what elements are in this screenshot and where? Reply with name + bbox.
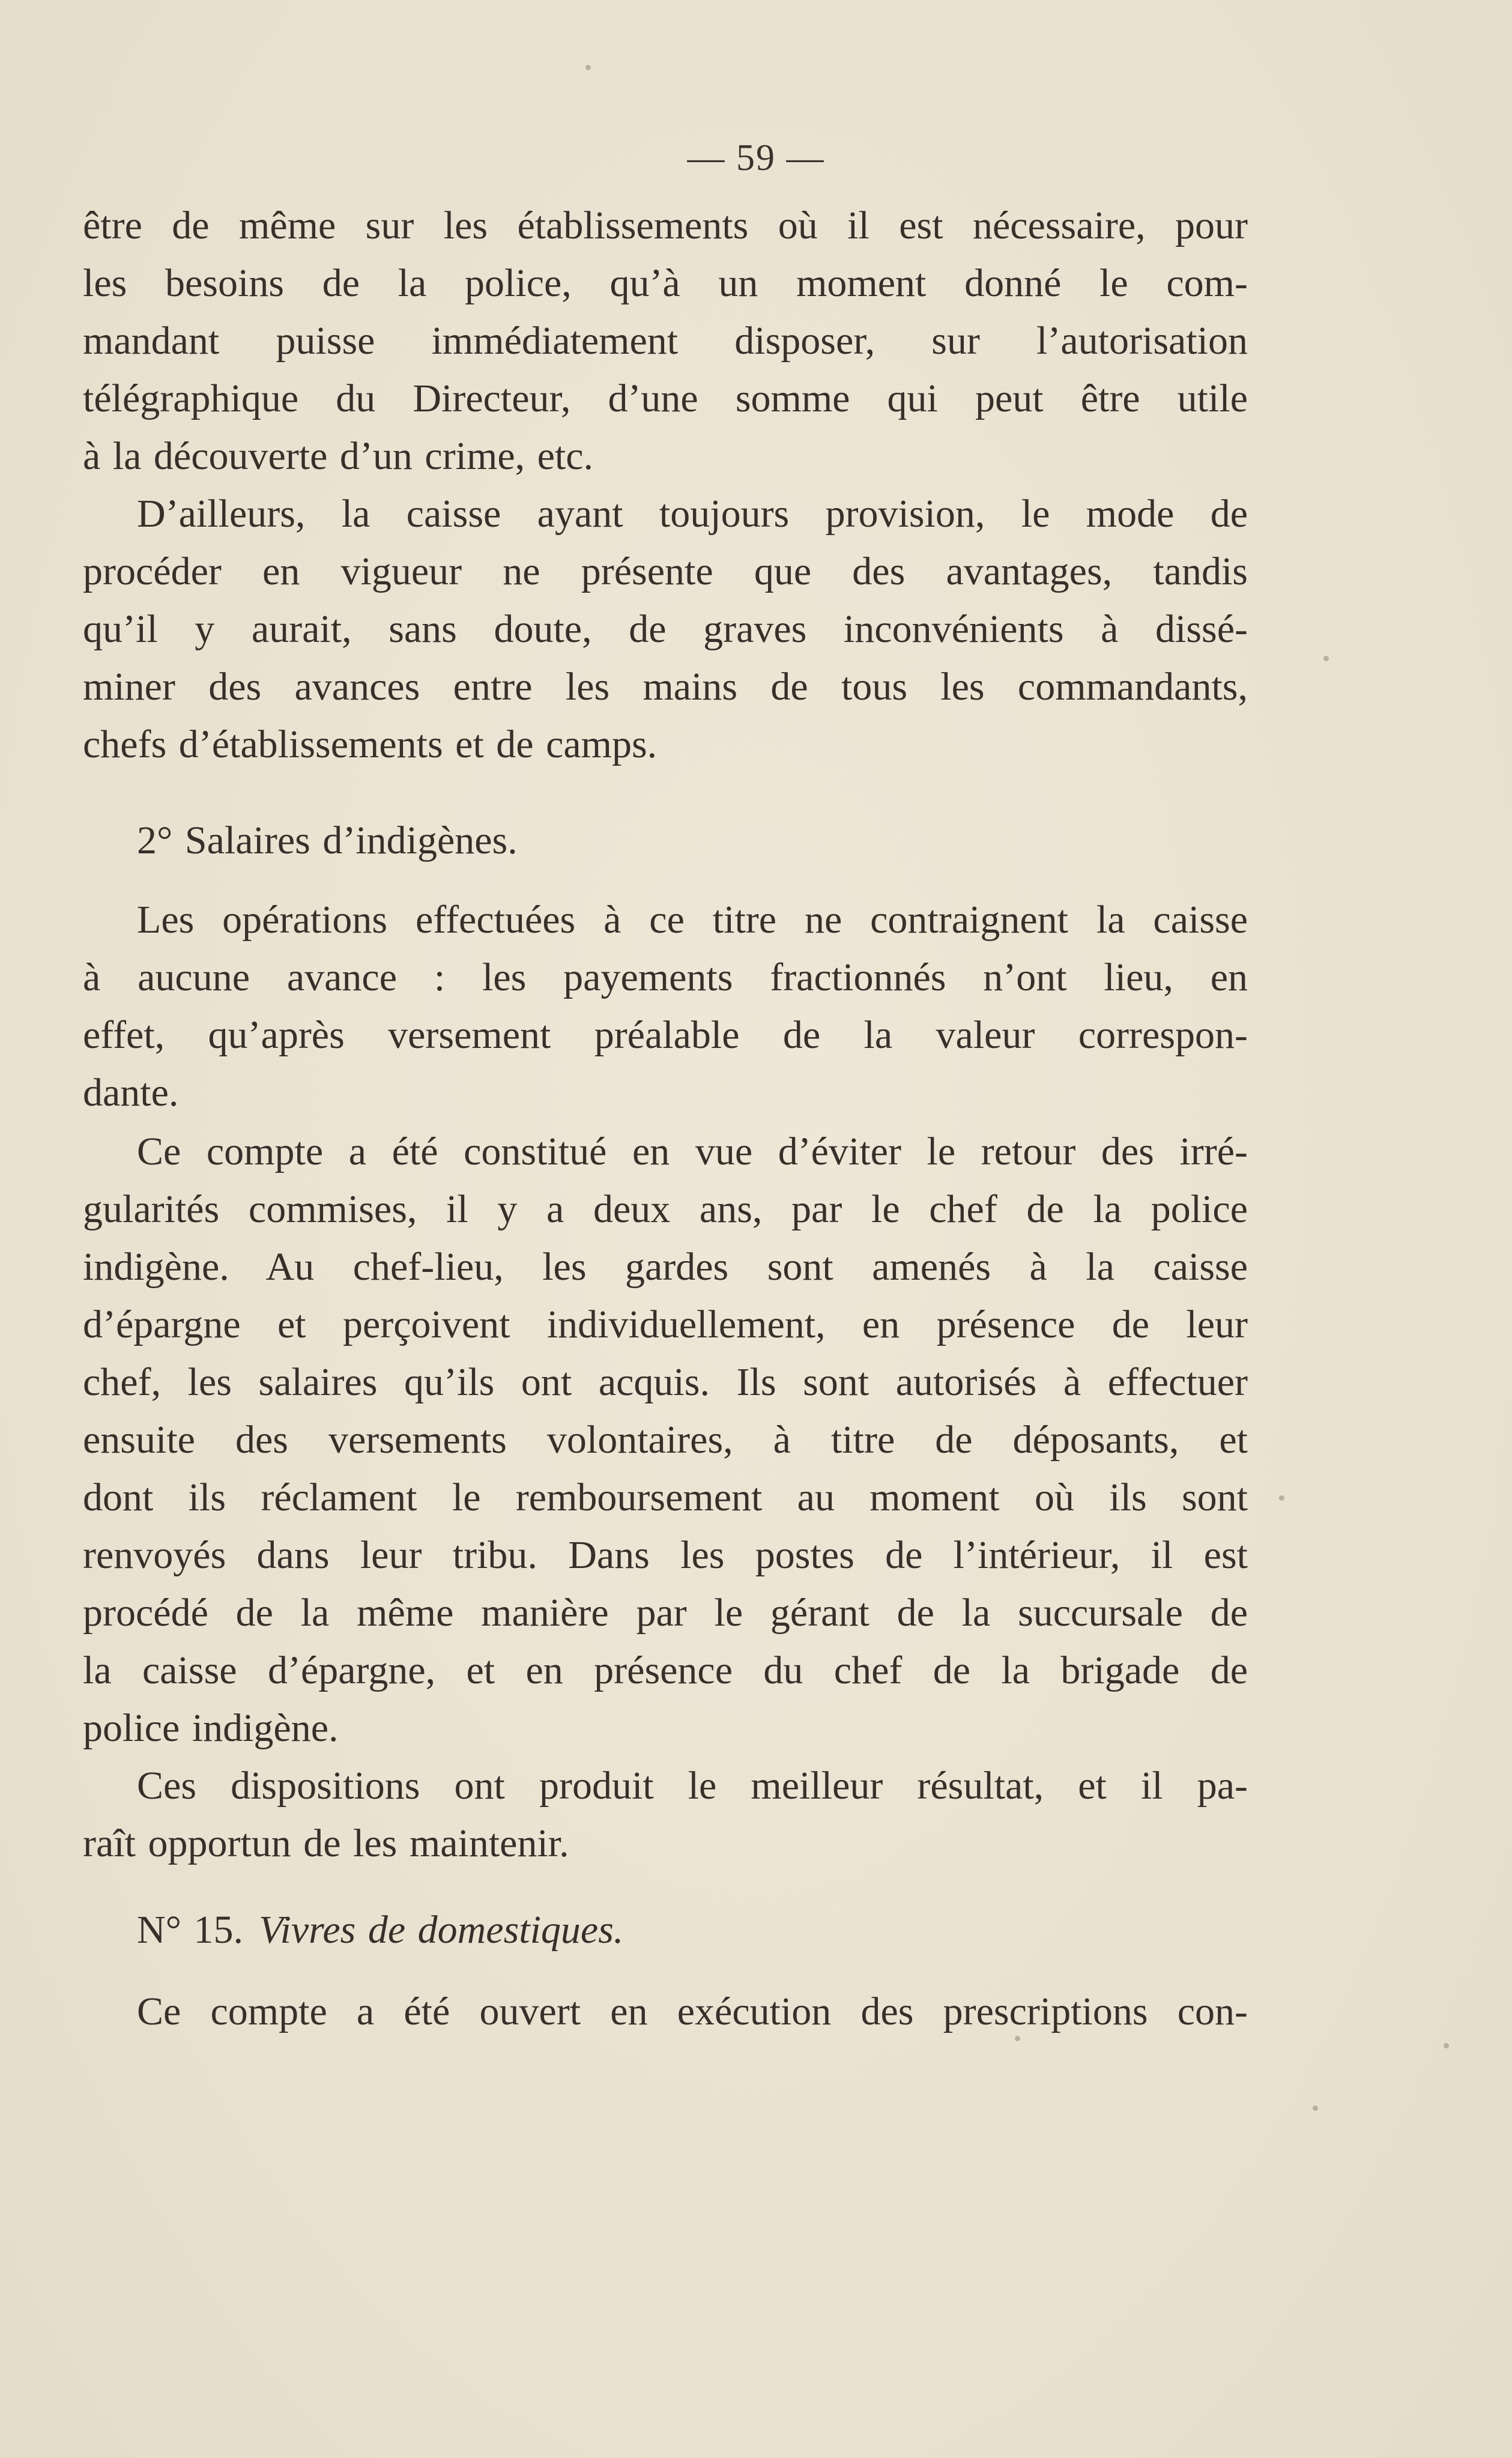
paper-speck [1279,1495,1284,1501]
text-line: à aucune avance : les payements fractionnés n’ont lieu, en [83,955,1248,999]
paragraph-5 [83,1757,1248,1872]
page-number: — 59 — [687,138,825,178]
paragraph-2 [83,485,1248,773]
section-heading-text: 2° Salaires d’indigènes. [137,819,518,862]
text-line: ensuite des versements volontaires, à titre de déposants, et [83,1418,1248,1462]
text-line: qu’il y aurait, sans doute, de graves inconvénients à dissé- [83,607,1248,651]
text-line: être de même sur les établissements où il est nécessaire, pour [83,204,1248,247]
paper-speck [1313,2105,1318,2111]
section-heading-vivres [83,1901,1248,1959]
paper-speck [1444,2043,1449,2048]
section-heading-line [83,1901,1248,1959]
paper-speck [585,65,591,70]
text-line: chefs d’établissements et de camps. [83,722,658,766]
section-title: Vivres de domestiques. [259,1908,624,1952]
paragraph-1 [83,197,1248,485]
text-line: chef, les salaires qu’ils ont acquis. Ils sont autorisés à effectuer [83,1360,1248,1404]
text-line: les besoins de la police, qu’à un moment donné le com- [83,261,1248,305]
text-line: Les opérations effectuées à ce titre ne contraignent la caisse [137,898,1248,942]
paragraph-4 [83,1123,1248,1757]
text-line: d’épargne et perçoivent individuellement, en présence de leur [83,1303,1248,1346]
text-line: dont ils réclament le remboursement au moment où ils sont [83,1476,1248,1519]
text-line: mandant puisse immédiatement disposer, sur l’autorisation [83,319,1248,363]
text-line: Ce compte a été constitué en vue d’éviter le retour des irré- [137,1130,1248,1173]
text-line: renvoyés dans leur tribu. Dans les postes de l’intérieur, il est [83,1533,1248,1577]
text-line: indigène. Au chef-lieu, les gardes sont amenés à la caisse [83,1245,1248,1289]
text-line: raît opportun de les maintenir. [83,1821,569,1865]
text-line: Ce compte a été ouvert en exécution des prescriptions con- [137,1990,1248,2033]
text-line: effet, qu’après versement préalable de la valeur correspon- [83,1013,1248,1057]
section-number: N° 15. [137,1908,244,1952]
paper-speck [1323,656,1329,661]
text-line: D’ailleurs, la caisse ayant toujours provision, le mode de [137,492,1248,536]
text-line: Ces dispositions ont produit le meilleur résultat, et il pa- [137,1764,1248,1808]
text-line: télégraphique du Directeur, d’une somme qui peut être utile [83,377,1248,420]
paragraph-3 [83,891,1248,1122]
text-line: gularités commises, il y a deux ans, par le chef de la police [83,1187,1248,1231]
text-line: à la découverte d’un crime, etc. [83,434,594,478]
text-line: dante. [83,1071,179,1115]
text-line: procéder en vigueur ne présente que des avantages, tandis [83,549,1248,593]
text-line: miner des avances entre les mains de tous les commandants, [83,665,1248,709]
text-line: police indigène. [83,1706,339,1750]
paragraph-6 [83,1983,1248,2041]
text-line: la caisse d’épargne, et en présence du chef de la brigade de [83,1648,1248,1692]
section-heading-salaires [83,812,1248,870]
paper-speck [1015,2036,1020,2041]
text-line: procédé de la même manière par le gérant de la succursale de [83,1591,1248,1635]
